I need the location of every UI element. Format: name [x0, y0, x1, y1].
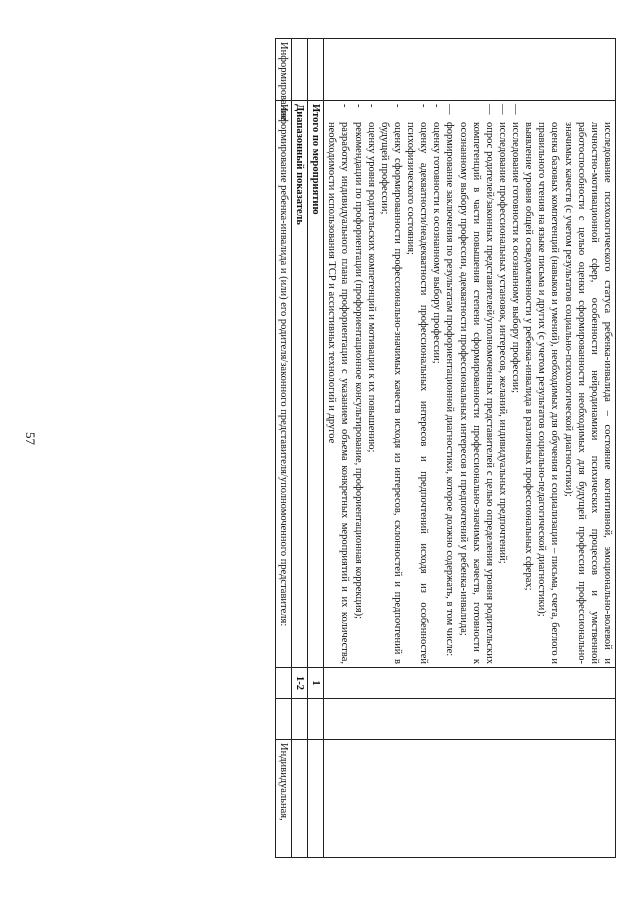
table-cell-empty — [275, 699, 291, 740]
list-item-text: выявление уровня общей осведомленности у ребенка-инвалида в различных профессиональных сферах; — [523, 122, 535, 591]
list-dash: — — [497, 104, 508, 115]
table-cell-empty — [324, 699, 616, 740]
list-dash: - — [431, 104, 443, 108]
table-cell-empty — [308, 699, 324, 740]
table-cell-empty — [292, 39, 308, 101]
table-cell-empty — [324, 668, 616, 699]
table-cell-content — [324, 101, 616, 668]
table-cell-empty — [292, 699, 308, 740]
list-dash: — — [444, 104, 456, 115]
list-item-text: оценка базовых компетенций (навыков и умений), необходимых для обучения и социализации – письма, счета, беглого и правильного чтения на языке письма и других (с учетом результатов социально-педагогической диагностики); — [536, 122, 561, 664]
list-item — [430, 104, 443, 664]
subitem-list — [325, 104, 443, 664]
list-item — [509, 104, 522, 664]
inform-form: Индивидуальная, — [275, 740, 291, 858]
list-item — [562, 104, 615, 664]
inform-text: Информирование ребенка-инвалида и (или) его родителя/законного представителя/уполномоченного представителя: — [275, 101, 291, 668]
table-row — [275, 39, 291, 858]
list-item — [457, 104, 496, 664]
range-label: Диапазонный показатель — [292, 101, 308, 668]
list-item-text: разработку индивидуального плана профориентации с указанием объема конкретных мероприятий и их количества, необходимости использования ТСР и ассистивных технологий и другое — [326, 122, 351, 664]
list-item-text: исследование психологического статуса ребенка-инвалида – состояние когнитивной, эмоционально-волевой и личностно-мотивационной сфер, особенности нейродинамики психических процессов и умственной работоспособности с целью оценки сформированности необходимых для будущей профессии профессионально-значимых качеств (с учетом результатов социально-психологической диагностики); — [562, 122, 613, 664]
table-row — [292, 39, 308, 858]
document-table — [56, 38, 616, 858]
list-dash: - — [392, 104, 403, 108]
list-item-text: опрос родителей/законных представителей/уполномоченных представителей с целью определения уровня родительских компетенций в части повышения степени сформированности профессионально-значимых качеств, готовности к осознанному выбору профессии, адекватности профессиональных интересов и предпочтений у ребенка-инвалида; — [457, 122, 495, 664]
list-item — [404, 104, 430, 664]
table-row — [308, 39, 324, 858]
list-item — [378, 104, 404, 664]
list-item-text: исследование профессиональных установок, интересов, желаний, индивидуальных предпочтений; — [497, 122, 508, 564]
list-item — [365, 104, 378, 664]
table-cell-empty — [324, 740, 616, 858]
list-dash: - — [418, 104, 430, 108]
table-row — [324, 39, 616, 858]
list-item-text: исследование готовности к осознанному выбору профессии; — [510, 122, 522, 394]
page-number: 57 — [23, 432, 38, 445]
list-item-text: оценку адекватности/неадекватности профессиональных интересов и предпочтений исходя из особенностей психофизического состояния; — [405, 122, 430, 664]
list-item-text: оценку готовности к осознанному выбору профессии; — [431, 122, 443, 364]
total-label: Итого по мероприятию — [308, 101, 324, 668]
list-item-text: рекомендации по профориентации (профориентационное консультирование, профориентационная коррекция); — [352, 122, 364, 620]
total-value: 1 — [308, 668, 324, 699]
list-item-text: оценку сформированности профессионально-значимых качеств исходя из интересов, склонностей и предпочтений в будущей профессии; — [378, 122, 403, 664]
list-dash: — — [510, 104, 522, 115]
list-item — [352, 104, 365, 664]
item-list — [443, 104, 614, 664]
table-cell-empty — [324, 39, 616, 101]
list-item-text: формирование заключения по результатам профориентационной диагностики, которое должно содержать, в том числе: — [444, 122, 456, 657]
list-dash: - — [339, 104, 351, 108]
list-dash: — — [483, 104, 495, 115]
range-value: 1-2 — [292, 668, 308, 699]
list-dash: - — [365, 104, 377, 108]
list-item — [535, 104, 561, 664]
table-cell-empty — [292, 740, 308, 858]
list-item — [325, 104, 351, 664]
list-item-text: оценку уровня родительских компетенций и мотивации к их повышению; — [365, 122, 377, 453]
list-item — [522, 104, 535, 664]
list-dash: - — [352, 104, 364, 108]
table-cell-empty — [308, 39, 324, 101]
table-cell-empty — [308, 740, 324, 858]
inform-name: Информирование — [275, 39, 291, 101]
list-item — [496, 104, 509, 664]
list-item — [443, 104, 456, 664]
table-cell-empty — [275, 668, 291, 699]
